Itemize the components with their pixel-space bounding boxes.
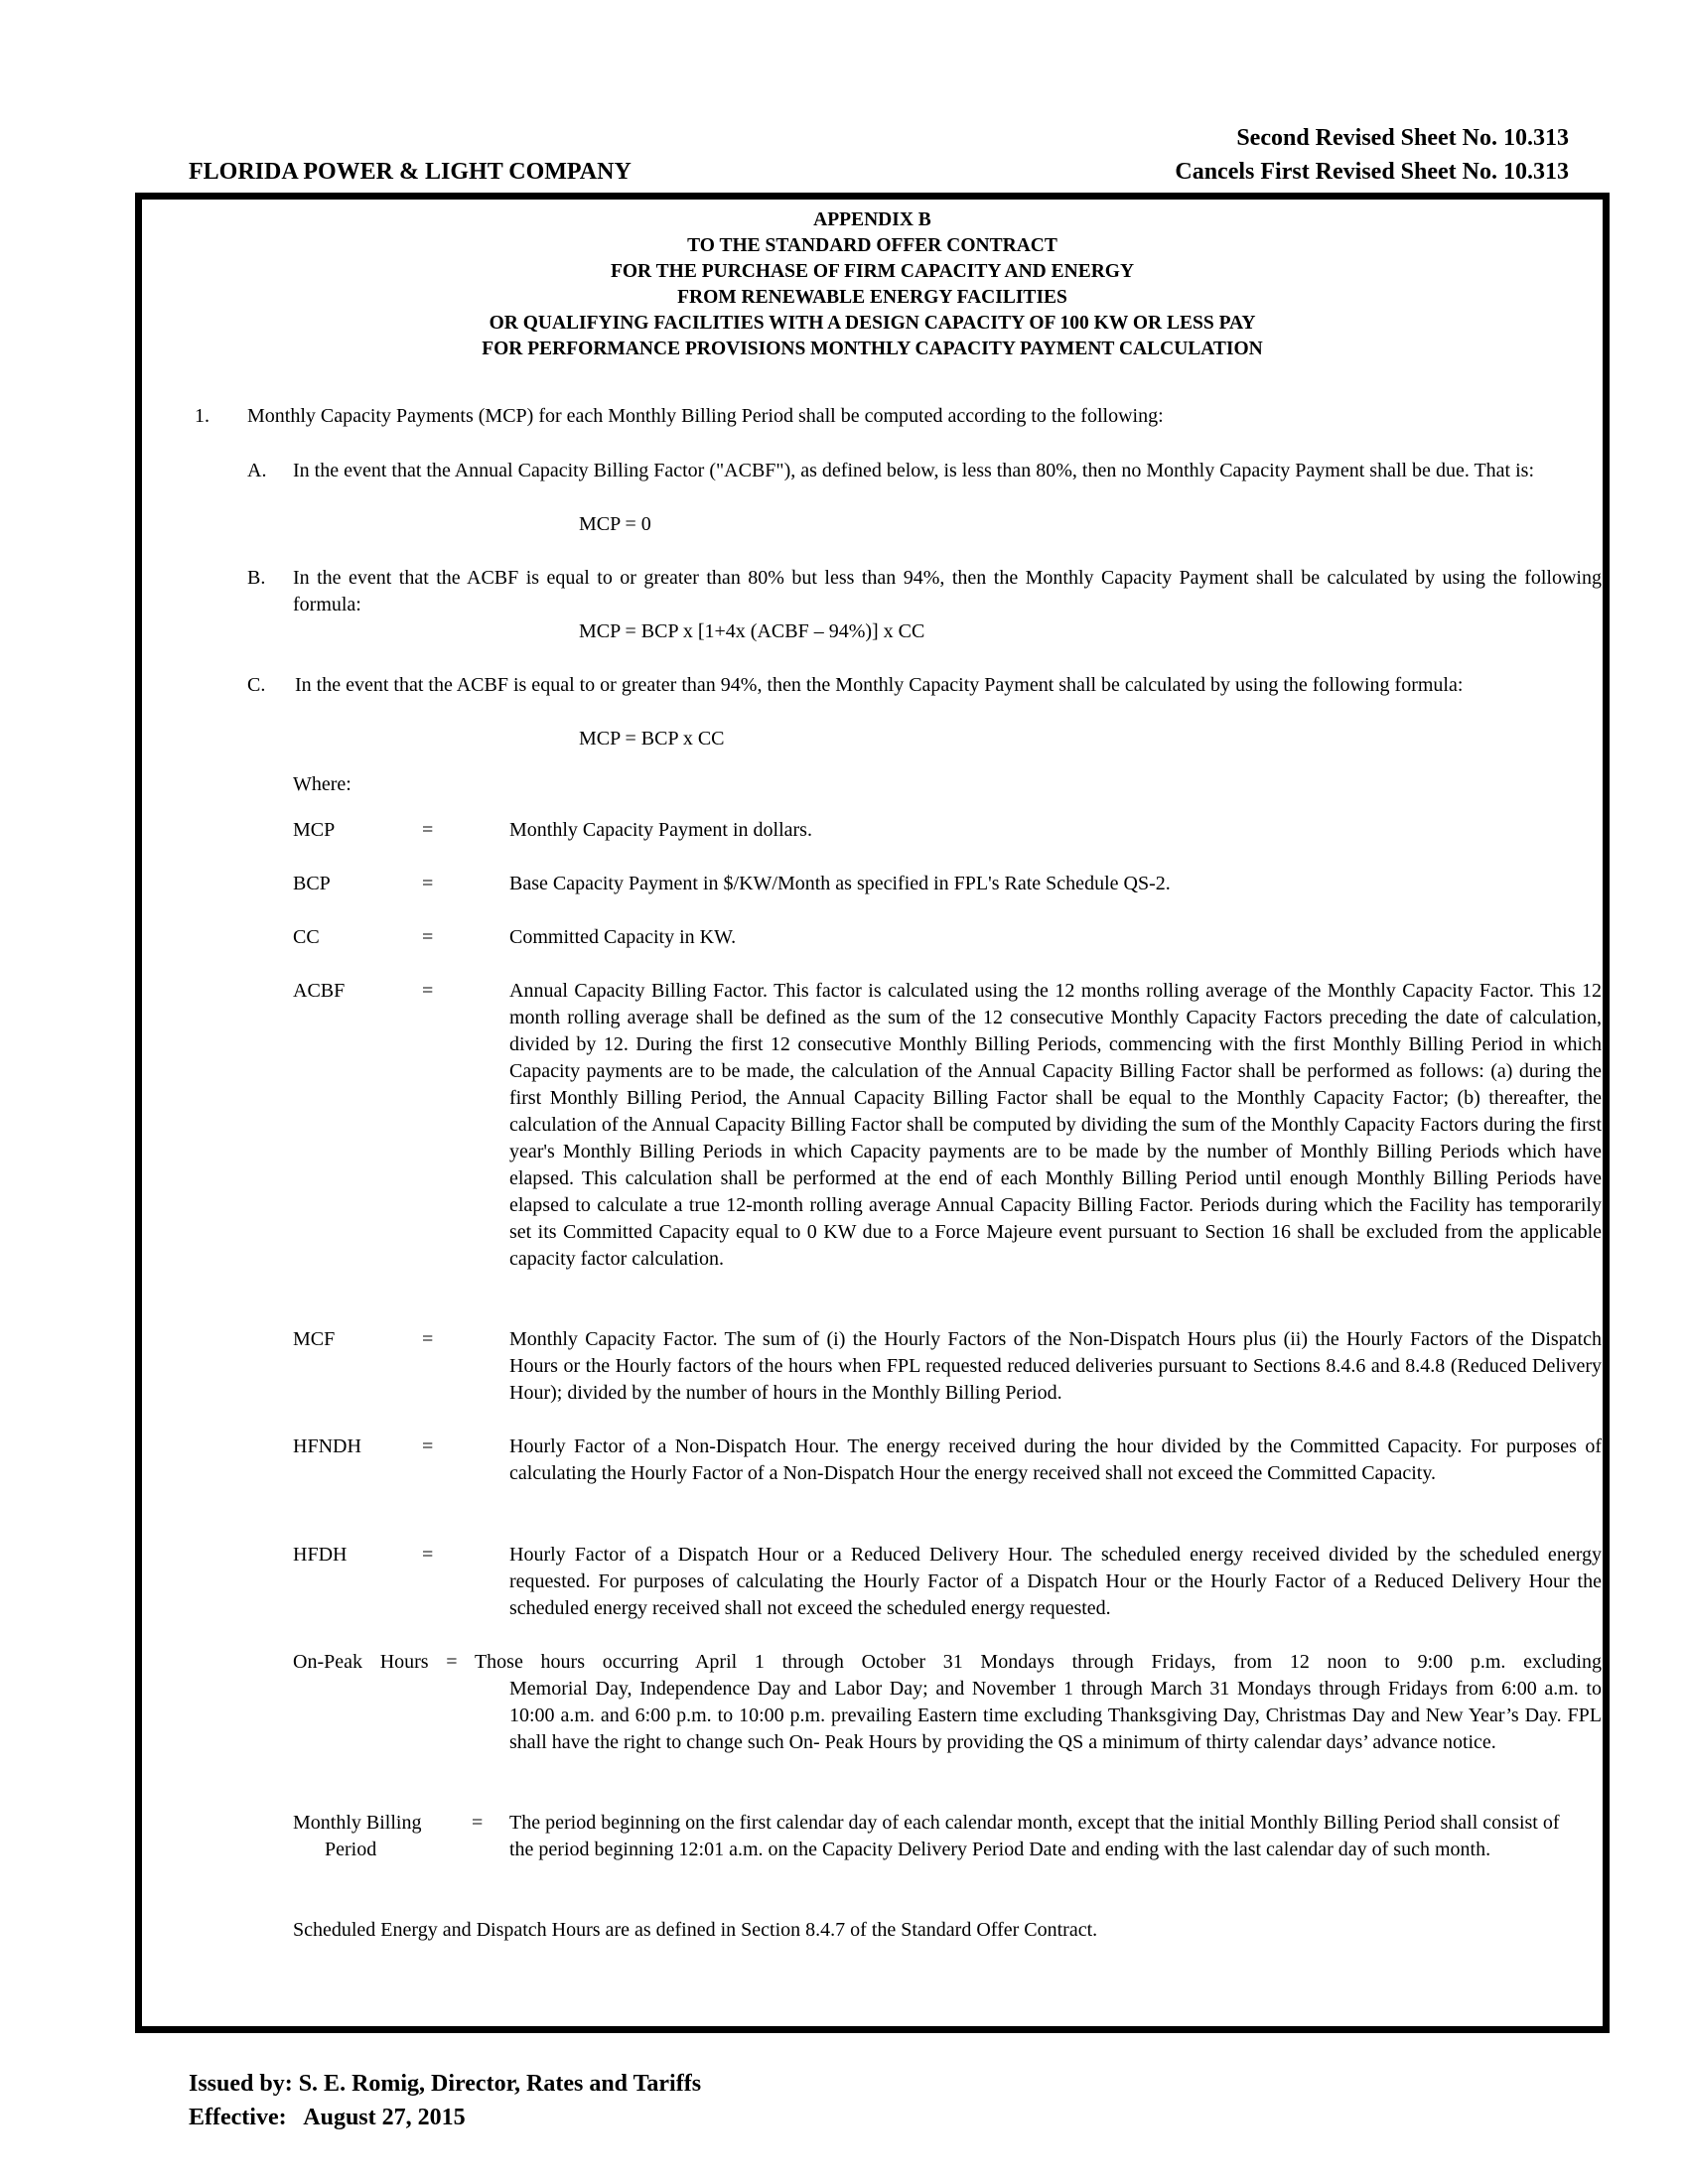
title-line: TO THE STANDARD OFFER CONTRACT bbox=[687, 235, 1057, 256]
def-equals: = bbox=[472, 1812, 484, 1834]
appendix-title bbox=[142, 207, 1603, 362]
billing-term-line1: Monthly Billing bbox=[293, 1812, 422, 1834]
onpeak-text: Memorial Day, Independence Day and Labor Day; and November 1 through March 31 Mondays through Fridays from 6:00 a.m. to 10:00 a.m. and 6:00 p.m. to 10:00 p.m. prevailing Eastern time excluding Thanksgiving Day, Christmas Day and New Year’s Day. FPL shall have the right to change such On- Peak Hours by providing the QS a minimum of thirty calendar days’ advance notice. bbox=[509, 1678, 1602, 1753]
def-term-hfdh: HFDH bbox=[293, 1544, 348, 1566]
item-b-paragraph bbox=[293, 565, 1602, 618]
title-line: FOR PERFORMANCE PROVISIONS MONTHLY CAPACITY PAYMENT CALCULATION bbox=[482, 339, 1263, 359]
formula-b: MCP = BCP x [1+4x (ACBF – 94%)] x CC bbox=[579, 620, 925, 642]
item-letter-b: B. bbox=[247, 567, 266, 589]
def-equals: = bbox=[422, 873, 434, 894]
sheet-number: Second Revised Sheet No. 10.313 bbox=[1236, 125, 1569, 151]
item-a-paragraph bbox=[293, 458, 1602, 484]
def-text-mcp: Monthly Capacity Payment in dollars. bbox=[509, 819, 812, 841]
def-text-hfndh: Hourly Factor of a Non-Dispatch Hour. The energy received during the hour divided by the Committed Capacity. For purposes of calculating the Hourly Factor of a Non-Dispatch Hour the energy received shall not exceed the Committed Capacity. bbox=[509, 1435, 1602, 1484]
def-equals: = bbox=[422, 1435, 434, 1457]
where-label: Where: bbox=[293, 773, 352, 795]
item-c-text: In the event that the ACBF is equal to or greater than 94%, then the Monthly Capacity Payment shall be calculated by using the following formula: bbox=[295, 674, 1464, 696]
document-frame bbox=[135, 193, 1610, 2033]
item-letter-c: C. bbox=[247, 674, 266, 696]
def-text-mcf: Monthly Capacity Factor. The sum of (i) the Hourly Factors of the Non-Dispatch Hours plus (ii) the Hourly Factors of the Dispatch Hours or the Hourly factors of the hours when FPL requested reduced deliveries pursuant to Sections 8.4.6 and 8.4.8 (Reduced Delivery Hour); divided by the number of hours in the Monthly Billing Period. bbox=[509, 1328, 1602, 1404]
billing-term-line2: Period bbox=[325, 1839, 377, 1860]
company-name: FLORIDA POWER & LIGHT COMPANY bbox=[189, 159, 632, 185]
issued-by: Issued by: S. E. Romig, Director, Rates and Tariffs bbox=[189, 2071, 702, 2097]
item-a-text: In the event that the Annual Capacity Billing Factor ("ACBF"), as defined below, is less than 80%, then no Monthly Capacity Payment shall be due. That is: bbox=[293, 460, 1534, 481]
def-term-bcp: BCP bbox=[293, 873, 331, 894]
sheet-header bbox=[1175, 121, 1569, 189]
section-number: 1. bbox=[195, 405, 210, 427]
def-term-mcf: MCF bbox=[293, 1328, 336, 1350]
title-line: OR QUALIFYING FACILITIES WITH A DESIGN CAPACITY OF 100 KW OR LESS PAY bbox=[489, 313, 1256, 334]
def-equals: = bbox=[422, 980, 434, 1002]
cancels-sheet: Cancels First Revised Sheet No. 10.313 bbox=[1175, 159, 1569, 185]
section-text: Monthly Capacity Payments (MCP) for each Monthly Billing Period shall be computed according to the following: bbox=[247, 405, 1164, 427]
def-text-acbf: Annual Capacity Billing Factor. This factor is calculated using the 12 months rolling average of the Monthly Capacity Factor. This 12 month rolling average shall be defined as the sum of the 12 consecutive Monthly Capacity Factors preceding the date of calculation, divided by 12. During the first 12 consecutive Monthly Billing Periods, commencing with the first Monthly Billing Period in which Capacity payments are to be made, the calculation of the Annual Capacity Billing Factor shall be performed as follows: (a) during the first Monthly Billing Period, the Annual Capacity Billing Factor shall be equal to the Monthly Capacity Factor; (b) thereafter, the calculation of the Annual Capacity Billing Factor shall be computed by dividing the sum of the Monthly Capacity Factors during the first year's Monthly Billing Periods in which Capacity payments are to be made by the number of Monthly Billing Periods which have elapsed. This calculation shall be performed at the end of each Monthly Billing Period until enough Monthly Billing Periods have elapsed to calculate a true 12-month rolling average Annual Capacity Billing Factor. Periods during which the Facility has temporarily set its Committed Capacity equal to 0 KW due to a Force Majeure event pursuant to Section 16 shall be excluded from the applicable capacity factor calculation. bbox=[509, 980, 1602, 1270]
def-term-hfndh: HFNDH bbox=[293, 1435, 361, 1457]
closing-text: Scheduled Energy and Dispatch Hours are as defined in Section 8.4.7 of the Standard Offer Contract. bbox=[293, 1919, 1098, 1941]
def-term-acbf: ACBF bbox=[293, 980, 346, 1002]
def-term-mcp: MCP bbox=[293, 819, 336, 841]
title-line: APPENDIX B bbox=[813, 209, 931, 230]
title-line: FROM RENEWABLE ENERGY FACILITIES bbox=[677, 287, 1067, 308]
item-b-text: In the event that the ACBF is equal to or greater than 80% but less than 94%, then the Monthly Capacity Payment shall be calculated by using the following formula: bbox=[293, 567, 1602, 615]
item-letter-a: A. bbox=[247, 460, 267, 481]
def-text-hfdh: Hourly Factor of a Dispatch Hour or a Reduced Delivery Hour. The scheduled energy received divided by the scheduled energy requested. For purposes of calculating the Hourly Factor of a Dispatch Hour or the Hourly Factor of a Reduced Delivery Hour the scheduled energy received shall not exceed the scheduled energy requested. bbox=[509, 1544, 1602, 1619]
def-term-billing-period bbox=[293, 1810, 421, 1863]
def-equals: = bbox=[422, 926, 434, 948]
def-equals: = bbox=[422, 1544, 434, 1566]
item-c-paragraph bbox=[295, 672, 1604, 699]
formula-c: MCP = BCP x CC bbox=[579, 728, 725, 750]
onpeak-first-line: On-Peak Hours = Those hours occurring April 1 through October 31 Mondays through Fridays, from 12 noon to 9:00 p.m. excluding bbox=[293, 1651, 1602, 1673]
effective-date: Effective: August 27, 2015 bbox=[189, 2105, 466, 2130]
def-text-cc: Committed Capacity in KW. bbox=[509, 926, 737, 948]
def-equals: = bbox=[422, 819, 434, 841]
def-equals: = bbox=[422, 1328, 434, 1350]
def-text-bcp: Base Capacity Payment in $/KW/Month as specified in FPL's Rate Schedule QS-2. bbox=[509, 873, 1171, 894]
def-text-billing-period: The period beginning on the first calendar day of each calendar month, except that the initial Monthly Billing Period shall consist of the period beginning 12:01 a.m. on the Capacity Delivery Period Date and ending with the last calendar day of such month. bbox=[509, 1812, 1560, 1860]
issuance-footer bbox=[189, 2067, 701, 2134]
title-line: FOR THE PURCHASE OF FIRM CAPACITY AND ENERGY bbox=[610, 261, 1135, 282]
def-term-cc: CC bbox=[293, 926, 320, 948]
formula-a: MCP = 0 bbox=[579, 513, 651, 535]
